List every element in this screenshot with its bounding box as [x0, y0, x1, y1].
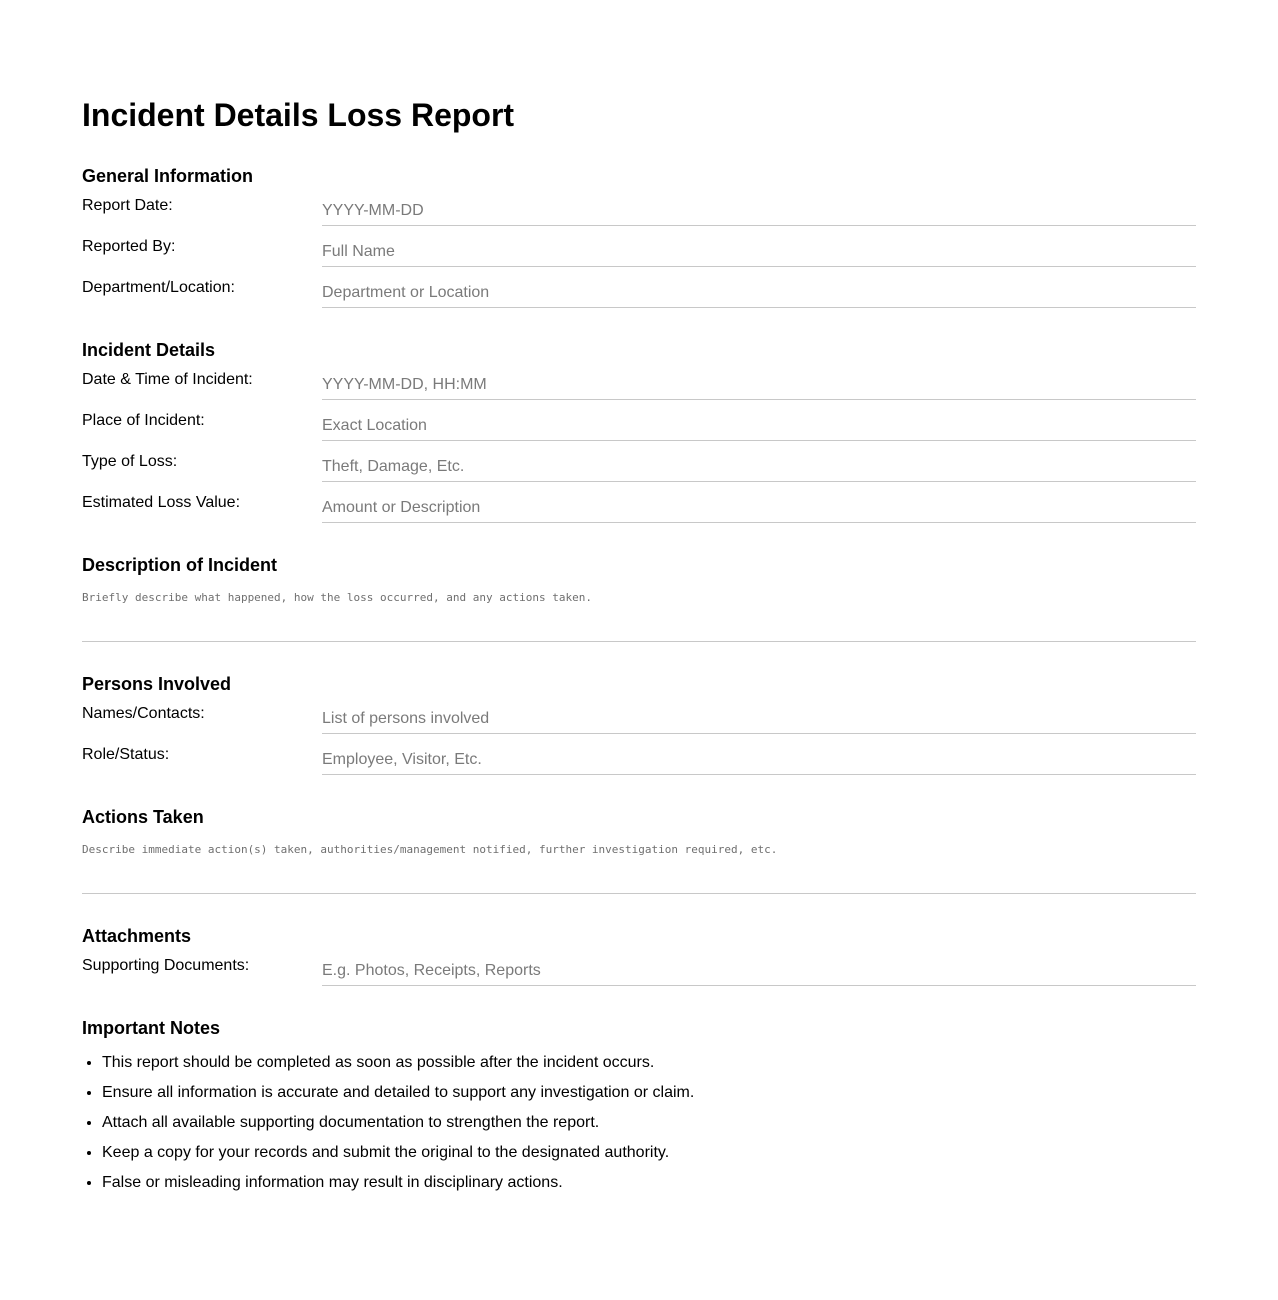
- actions-textarea[interactable]: [82, 843, 1196, 894]
- role-status-label: Role/Status:: [82, 746, 170, 763]
- report-date-label: Report Date:: [82, 197, 173, 214]
- section-heading-actions: Actions Taken: [82, 807, 204, 827]
- section-heading-notes: Important Notes: [82, 1018, 221, 1038]
- names-contacts-input[interactable]: [322, 704, 1196, 734]
- section-heading-persons: Persons Involved: [82, 674, 232, 694]
- role-status-input[interactable]: [322, 745, 1196, 775]
- section-heading-attachments: Attachments: [82, 926, 192, 946]
- report-date-input[interactable]: [322, 196, 1196, 226]
- loss-type-input[interactable]: [322, 452, 1196, 482]
- section-heading-description: Description of Incident: [82, 555, 278, 575]
- list-item: • Ensure all information is accurate and detailed to support any investigation or claim.: [102, 1078, 694, 1108]
- incident-datetime-input[interactable]: [322, 370, 1196, 400]
- loss-value-input[interactable]: [322, 493, 1196, 523]
- list-item: • False or misleading information may result in disciplinary actions.: [102, 1168, 694, 1198]
- supporting-documents-input[interactable]: [322, 956, 1196, 986]
- incident-datetime-label: Date & Time of Incident:: [82, 371, 253, 388]
- description-textarea[interactable]: [82, 591, 1196, 642]
- reported-by-input[interactable]: [322, 237, 1196, 267]
- loss-value-label: Estimated Loss Value:: [82, 494, 241, 511]
- list-item: • Attach all available supporting documentation to strengthen the report.: [102, 1108, 694, 1138]
- important-notes-list: [82, 1048, 694, 1198]
- department-location-input[interactable]: [322, 278, 1196, 308]
- section-heading-general: General Information: [82, 166, 254, 186]
- names-contacts-label: Names/Contacts:: [82, 705, 205, 722]
- section-heading-incident: Incident Details: [82, 340, 216, 360]
- list-item: • Keep a copy for your records and submit the original to the designated authority.: [102, 1138, 694, 1168]
- supporting-documents-label: Supporting Documents:: [82, 957, 250, 974]
- list-item: • This report should be completed as soon as possible after the incident occurs.: [102, 1048, 694, 1078]
- department-location-label: Department/Location:: [82, 279, 235, 296]
- incident-place-input[interactable]: [322, 411, 1196, 441]
- reported-by-label: Reported By:: [82, 238, 176, 255]
- loss-type-label: Type of Loss:: [82, 453, 178, 470]
- incident-place-label: Place of Incident:: [82, 412, 205, 429]
- page-title: Incident Details Loss Report: [82, 97, 515, 133]
